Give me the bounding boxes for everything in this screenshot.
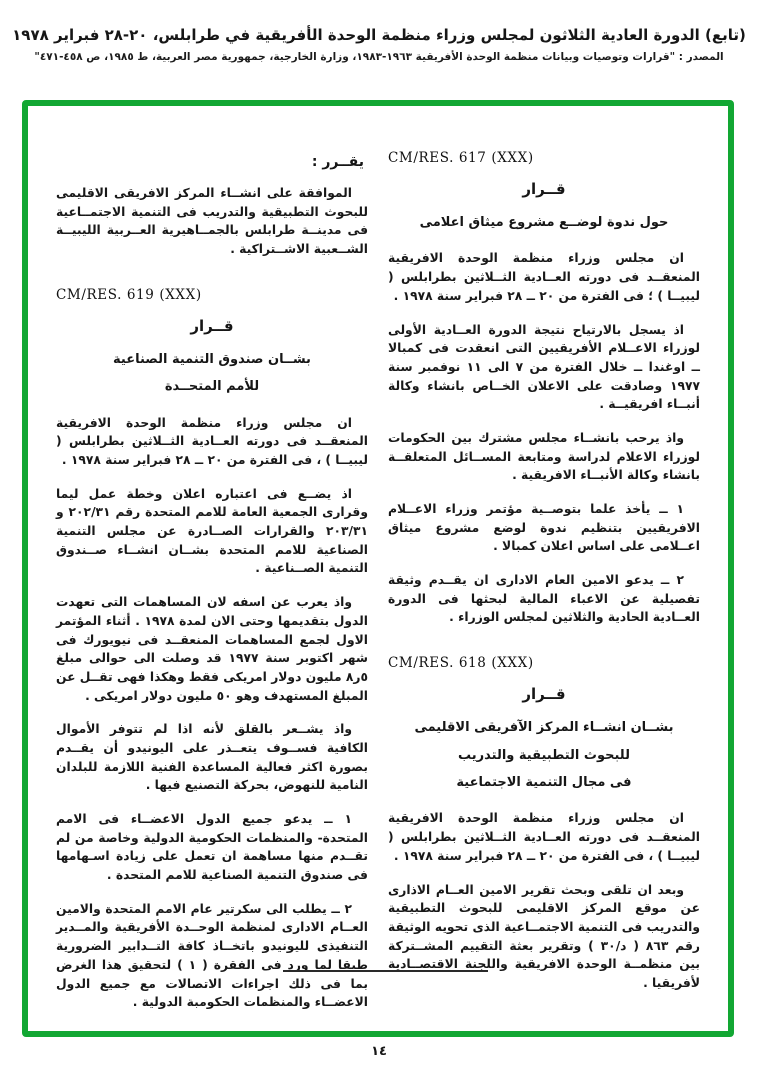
green-border-frame [22, 100, 734, 1037]
page-number: ١٤ [371, 1044, 387, 1059]
paragraph-618-report: وبعد ان تلقى وبحث تقرير الامين العــام الاذارى عن موقع المركز الاقليمى للبحوث التطبيقية والتدريب فى التنمية الاجتمــاعية الذى تحويه الوثيقة رقم ٨٦٣ ( د/٣٠ ) وتقرير بعثة التقييم المشــتركة بين منظمــة الوحدة الافريقية واللجنة الاقتصــادية لأفريقيا . [388, 882, 701, 990]
paragraph-618-preamble: ان مجلس وزراء منظمة الوحدة الافريقية المنعقــد فى دورته العــادية الثــلاثين بطرابلس ( ليبيــا ) ، فى الفترة من ٢٠ ــ ٢٨ فبراير سنة ١٩٧٨ . [388, 811, 700, 863]
resolution-618-subject-line-3: فى مجال التنمية الاجتماعية [456, 775, 632, 790]
page-header [0, 26, 758, 63]
paragraph-619-item-2: ٢ ــ يطلب الى سكرتير عام الامم المتحدة والامين العــام الادارى لمنظمة الوحــدة الأفريقية والمــدير التنفيذى لليونيدو باتخــاذ كافة التــدابير الضرورية طبقا لما ورد فى الفقرة ( ١ ) لتحقيق هذا الغرض بما فى ذلك اجراءات الاتصالات مع جميع الدول الاعضــاء والمنظمات الحكومبة الدولية . [56, 901, 368, 1010]
resolution-617-heading: قــرار [522, 180, 566, 198]
paragraph-619-concerned: واذ يشــعر بالقلق لأنه اذا لم تتوفر الأموال الكافية فســوف يتعــذر على اليونيدو أن يقــدم بصورة اكثر فعالية المساعدة الفنية اللازمة للبلدان النامية للنهوض، بحركة التصنيع فيها . [56, 722, 368, 793]
resolution-619-heading: قــرار [190, 316, 234, 335]
resolution-code-617: CM/RES. 617 (XXX) [388, 150, 534, 166]
paragraph-617-welcoming: واذ يرحب بانشــاء مجلس مشترك بين الحكومات لوزراء الاعلام لدراسة ومتابعة المســائل المتعلقــة بانشاء وكالة الأنبــاء الافريقية . [388, 430, 700, 483]
paragraph-617-item-2: ٢ ــ يدعو الامين العام الادارى ان يقــدم وثيقة تفصيلية عن الاعباء المالية لبحثها فى الدورة العــادية الحادية والثلاثين لمجلس الوزراء . [388, 573, 700, 625]
resolution-618-decides-heading: يقــرر : [311, 154, 364, 170]
header-source-citation: المصدر : "قرارات وتوصيات وبيانات منظمة الوحدة الأفريقية ١٩٦٣-١٩٨٣، وزارة الخارجية، جمهورية مصر العربية، ط ١٩٨٥، ص ٤٥٨-٤٧١" [34, 51, 724, 63]
resolution-618-subject-line-1: بشــان انشــاء المركز الآفريقى الاقليمى [414, 720, 674, 736]
paragraph-619-item-1: ١ ــ يدعو جميع الدول الاعضــاء فى الامم المتحدة- والمنظمات الحكومية الدولية وخاصة من لم تقــدم منها مساهمة ان تعمل على زيادة اسـهامها فى صندوق التنمية الصناعية للامم المتحدة . [56, 812, 368, 883]
column-left [56, 150, 368, 1031]
resolution-618-heading: قــرار [522, 685, 566, 704]
resolution-code-619: CM/RES. 619 (XXX) [56, 286, 202, 303]
resolution-code-618: CM/RES. 618 (XXX) [388, 655, 534, 672]
header-title: (تابع) الدورة العادية الثلاثون لمجلس وزراء منظمة الوحدة الأفريقية في طرابلس، ٢٠-٢٨ فبراير ١٩٧٨ [12, 26, 746, 44]
paragraph-617-item-1: ١ ــ يأخذ علما بتوصــية مؤتمر وزراء الاعــلام الافريقيين بتنظيم ندوة لوضع مشروع ميثاق اعــلامى على اساس اعلان كمبالا . [388, 502, 700, 554]
paragraph-619-preamble: ان مجلس وزراء منظمة الوحدة الافريقية المنعقــد فى دورته العــادية الثــلاثين بطرابلس ( ليبيــا ) ، فى الفترة من ٢٠ ــ ٢٨ فبراير سنة ١٩٧٨ . [56, 415, 368, 467]
column-right [388, 150, 700, 1031]
paragraph-617-preamble: ان مجلس وزراء منظمة الوحدة الافريقية المنعقــد فى دورته العــادية الثــلاثين بطرابلس ( ليبيــا ) ؛ فى الفترة من ٢٠ ــ ٢٨ فبراير سنة ١٩٧٨ . [388, 251, 700, 303]
resolution-619-subject-line-2: للأمم المتحــدة [164, 379, 260, 395]
paragraph-619-considering: اذ يضــع فى اعتباره اعلان وخطة عمل ليما وقرارى الجمعية العامة للامم المتحدة رقم ٢٠٢/٣١ و ٢٠٣/٣١ والقرارات الصــادرة عن مجلس التنمية الصناعية للامم المتحدة بشــان انشــاء صــندوق التنمية الصــناعية . [56, 486, 368, 576]
resolution-619-subject-line-1: بشــان صندوق التنمية الصناعية [113, 351, 311, 367]
paragraph-618-decision: الموافقة على انشــاء المركز الافريقى الاقليمى للبحوث التطبيقية والتدريب فى التنمية الاجتمــاعية فى مدينــة طرابلس بالجمــاهيرية العــربية الليبيــة الشــعبية الاشــتراكية . [56, 186, 368, 257]
resolution-618-subject-line-2: للبحوث التطبيقية والتدريب [458, 747, 630, 763]
paragraph-619-regretting: واذ يعرب عن اسفه لان المساهمات التى تعهدت الدول بتقديمها وحتى الان لمدة ١٩٧٨ . أثناء المؤتمر الاول لجمع المساهمات المنعقــد فى نيويورك فى شهر اكتوبر سنة ١٩٧٧ قد وصلت الى حوالى مبلغ ٥ر٨ مليون دولار امريكى فقط وهكذا فهى تقــل عن المبلغ المستهدف وهو ٥٠ مليون دولار امريكى . [56, 595, 369, 703]
paragraph-617-recalling: اذ يسجل بالارتياح نتيجة الدورة العــادية الأولى لوزراء الاعــلام الأفريقيين التى انعقدت فى كمبالا ــ اوغندا ــ خلال الفترة من ٧ الى ١١ نوفمبر سنة ١٩٧٧ وصادقت على الاعلان الخــاص بانشاء وكالة أنبــاء افريقيــة . [388, 322, 700, 412]
footnote-divider [283, 970, 488, 972]
resolution-617-subject: حول ندوة لوضــع مشروع ميثاق اعلامى [419, 215, 669, 230]
document-content [28, 106, 728, 1031]
